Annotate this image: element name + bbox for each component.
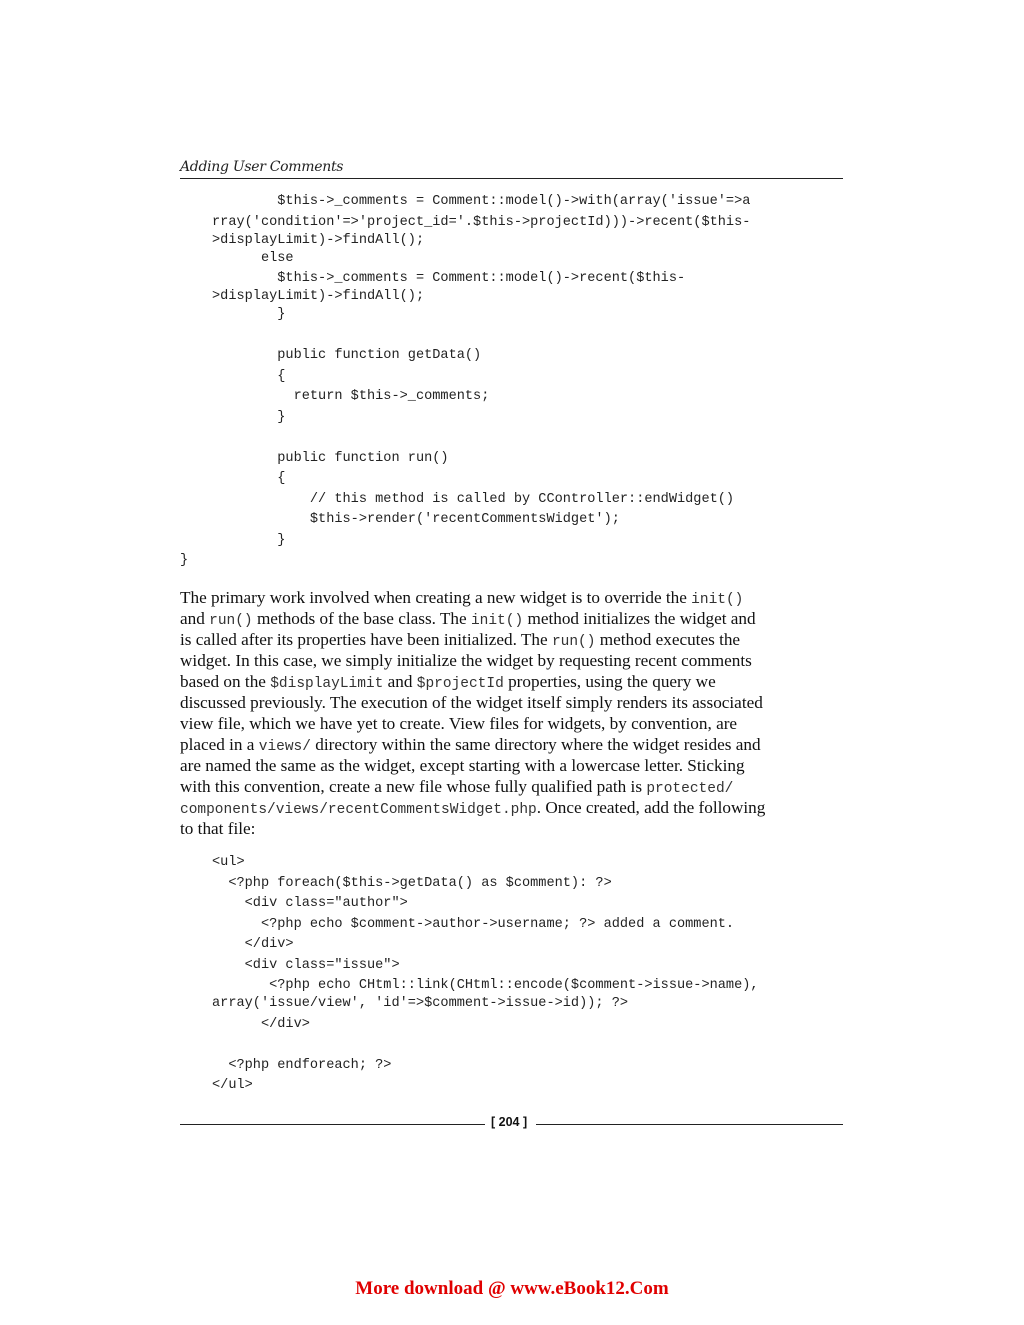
text-run: methods of the base class. The (252, 609, 471, 628)
code-line: { (212, 471, 286, 486)
chapter-title: Adding User Comments (180, 159, 344, 175)
code-line: </div> (212, 937, 294, 952)
code-line: $this->render('recentCommentsWidget'); (212, 512, 620, 527)
text-run: and (383, 672, 417, 691)
code-line: public function getData() (212, 348, 482, 363)
code-line: <?php echo CHtml::link(CHtml::encode($comment->issue->name), (212, 978, 759, 993)
code-line: } (180, 553, 189, 568)
paragraph-line: widget. In this case, we simply initialize the widget by requesting recent comments (180, 651, 752, 670)
paragraph-line: to that file: (180, 819, 256, 838)
code-line (212, 326, 750, 347)
inline-code: components/views/recentCommentsWidget.php (180, 802, 537, 818)
code-line: } (212, 532, 286, 548)
code-line: rray('condition'=>'project_id='.$this->projectId)))->recent($this- (212, 214, 751, 230)
paragraph-line: discussed previously. The execution of the widget itself simply renders its associated (180, 693, 763, 712)
code-line: <?php foreach($this->getData() as $comment): ?> (212, 875, 612, 891)
code-line (212, 1035, 759, 1056)
code-line: <div class="author"> (212, 896, 408, 911)
text-run: method executes the (595, 630, 741, 649)
code-line: } (212, 307, 286, 322)
footer-rule-left (180, 1124, 485, 1125)
text-run: directory within the same directory where the widget resides and (310, 735, 761, 754)
paragraph-line (180, 608, 850, 629)
code-line: <?php echo $comment->author->username; ?> added a comment. (212, 916, 735, 932)
page-number: [ 204 ] (491, 1115, 528, 1129)
code-line: array('issue/view', 'id'=>$comment->issue->id)); ?> (212, 996, 629, 1011)
paragraph-line (180, 776, 850, 797)
text-run: The primary work involved when creating a new widget is to override the (180, 588, 692, 607)
text-run: placed in a (180, 735, 259, 754)
text-run: and (180, 609, 210, 628)
inline-code: views/ (258, 739, 311, 755)
code-line: <?php endforeach; ?> (212, 1057, 392, 1073)
paragraph-line (180, 629, 850, 650)
inline-code: $projectId (416, 676, 504, 692)
text-run: is called after its properties have been initialized. The (180, 630, 552, 649)
paragraph-line: are named the same as the widget, except starting with a lowercase letter. Sticking (180, 756, 745, 775)
code-line: $this->_comments = Comment::model()->recent($this- (212, 271, 686, 286)
code-line: <ul> (212, 855, 245, 870)
text-run: method initializes the widget and (523, 609, 756, 628)
inline-code: run() (209, 613, 253, 629)
inline-code: init() (470, 613, 524, 629)
download-link[interactable]: More download @ www.eBook12.Com (355, 1278, 669, 1299)
code-line: </div> (212, 1016, 310, 1032)
inline-code: $displayLimit (270, 676, 384, 692)
paragraph-line (180, 734, 850, 755)
text-run: based on the (180, 672, 271, 691)
code-line: $this->_comments = Comment::model()->with(array('issue'=>a (212, 194, 751, 209)
code-line: public function run() (212, 450, 449, 466)
code-block-view-template (212, 853, 759, 1097)
paragraph-line: view file, which we have yet to create. View files for widgets, by convention, are (180, 714, 738, 733)
paragraph-line (180, 797, 850, 818)
inline-code: init() (691, 592, 744, 608)
code-line: return $this->_comments; (212, 389, 490, 404)
code-line: } (212, 409, 286, 425)
code-line: { (212, 368, 286, 384)
code-block-widget-class (180, 192, 751, 572)
code-line: // this method is called by CController::endWidget() (212, 491, 735, 507)
page-header (180, 158, 843, 179)
code-line: >displayLimit)->findAll(); (212, 289, 425, 304)
paragraph-line (180, 587, 850, 608)
code-line (212, 428, 750, 449)
body-paragraph (180, 587, 850, 839)
text-run: properties, using the query we (503, 672, 716, 691)
inline-code: protected/ (646, 781, 734, 797)
code-line: </ul> (212, 1078, 253, 1093)
code-line: <div class="issue"> (212, 957, 400, 973)
footer-rule-right (536, 1124, 843, 1125)
code-line: >displayLimit)->findAll(); (212, 232, 425, 248)
text-run: with this convention, create a new file whose fully qualified path is (180, 777, 647, 796)
text-run: . Once created, add the following (536, 798, 766, 817)
paragraph-line (180, 671, 850, 692)
inline-code: run() (551, 634, 596, 650)
code-line: else (212, 250, 294, 266)
page-footer (180, 1113, 843, 1135)
